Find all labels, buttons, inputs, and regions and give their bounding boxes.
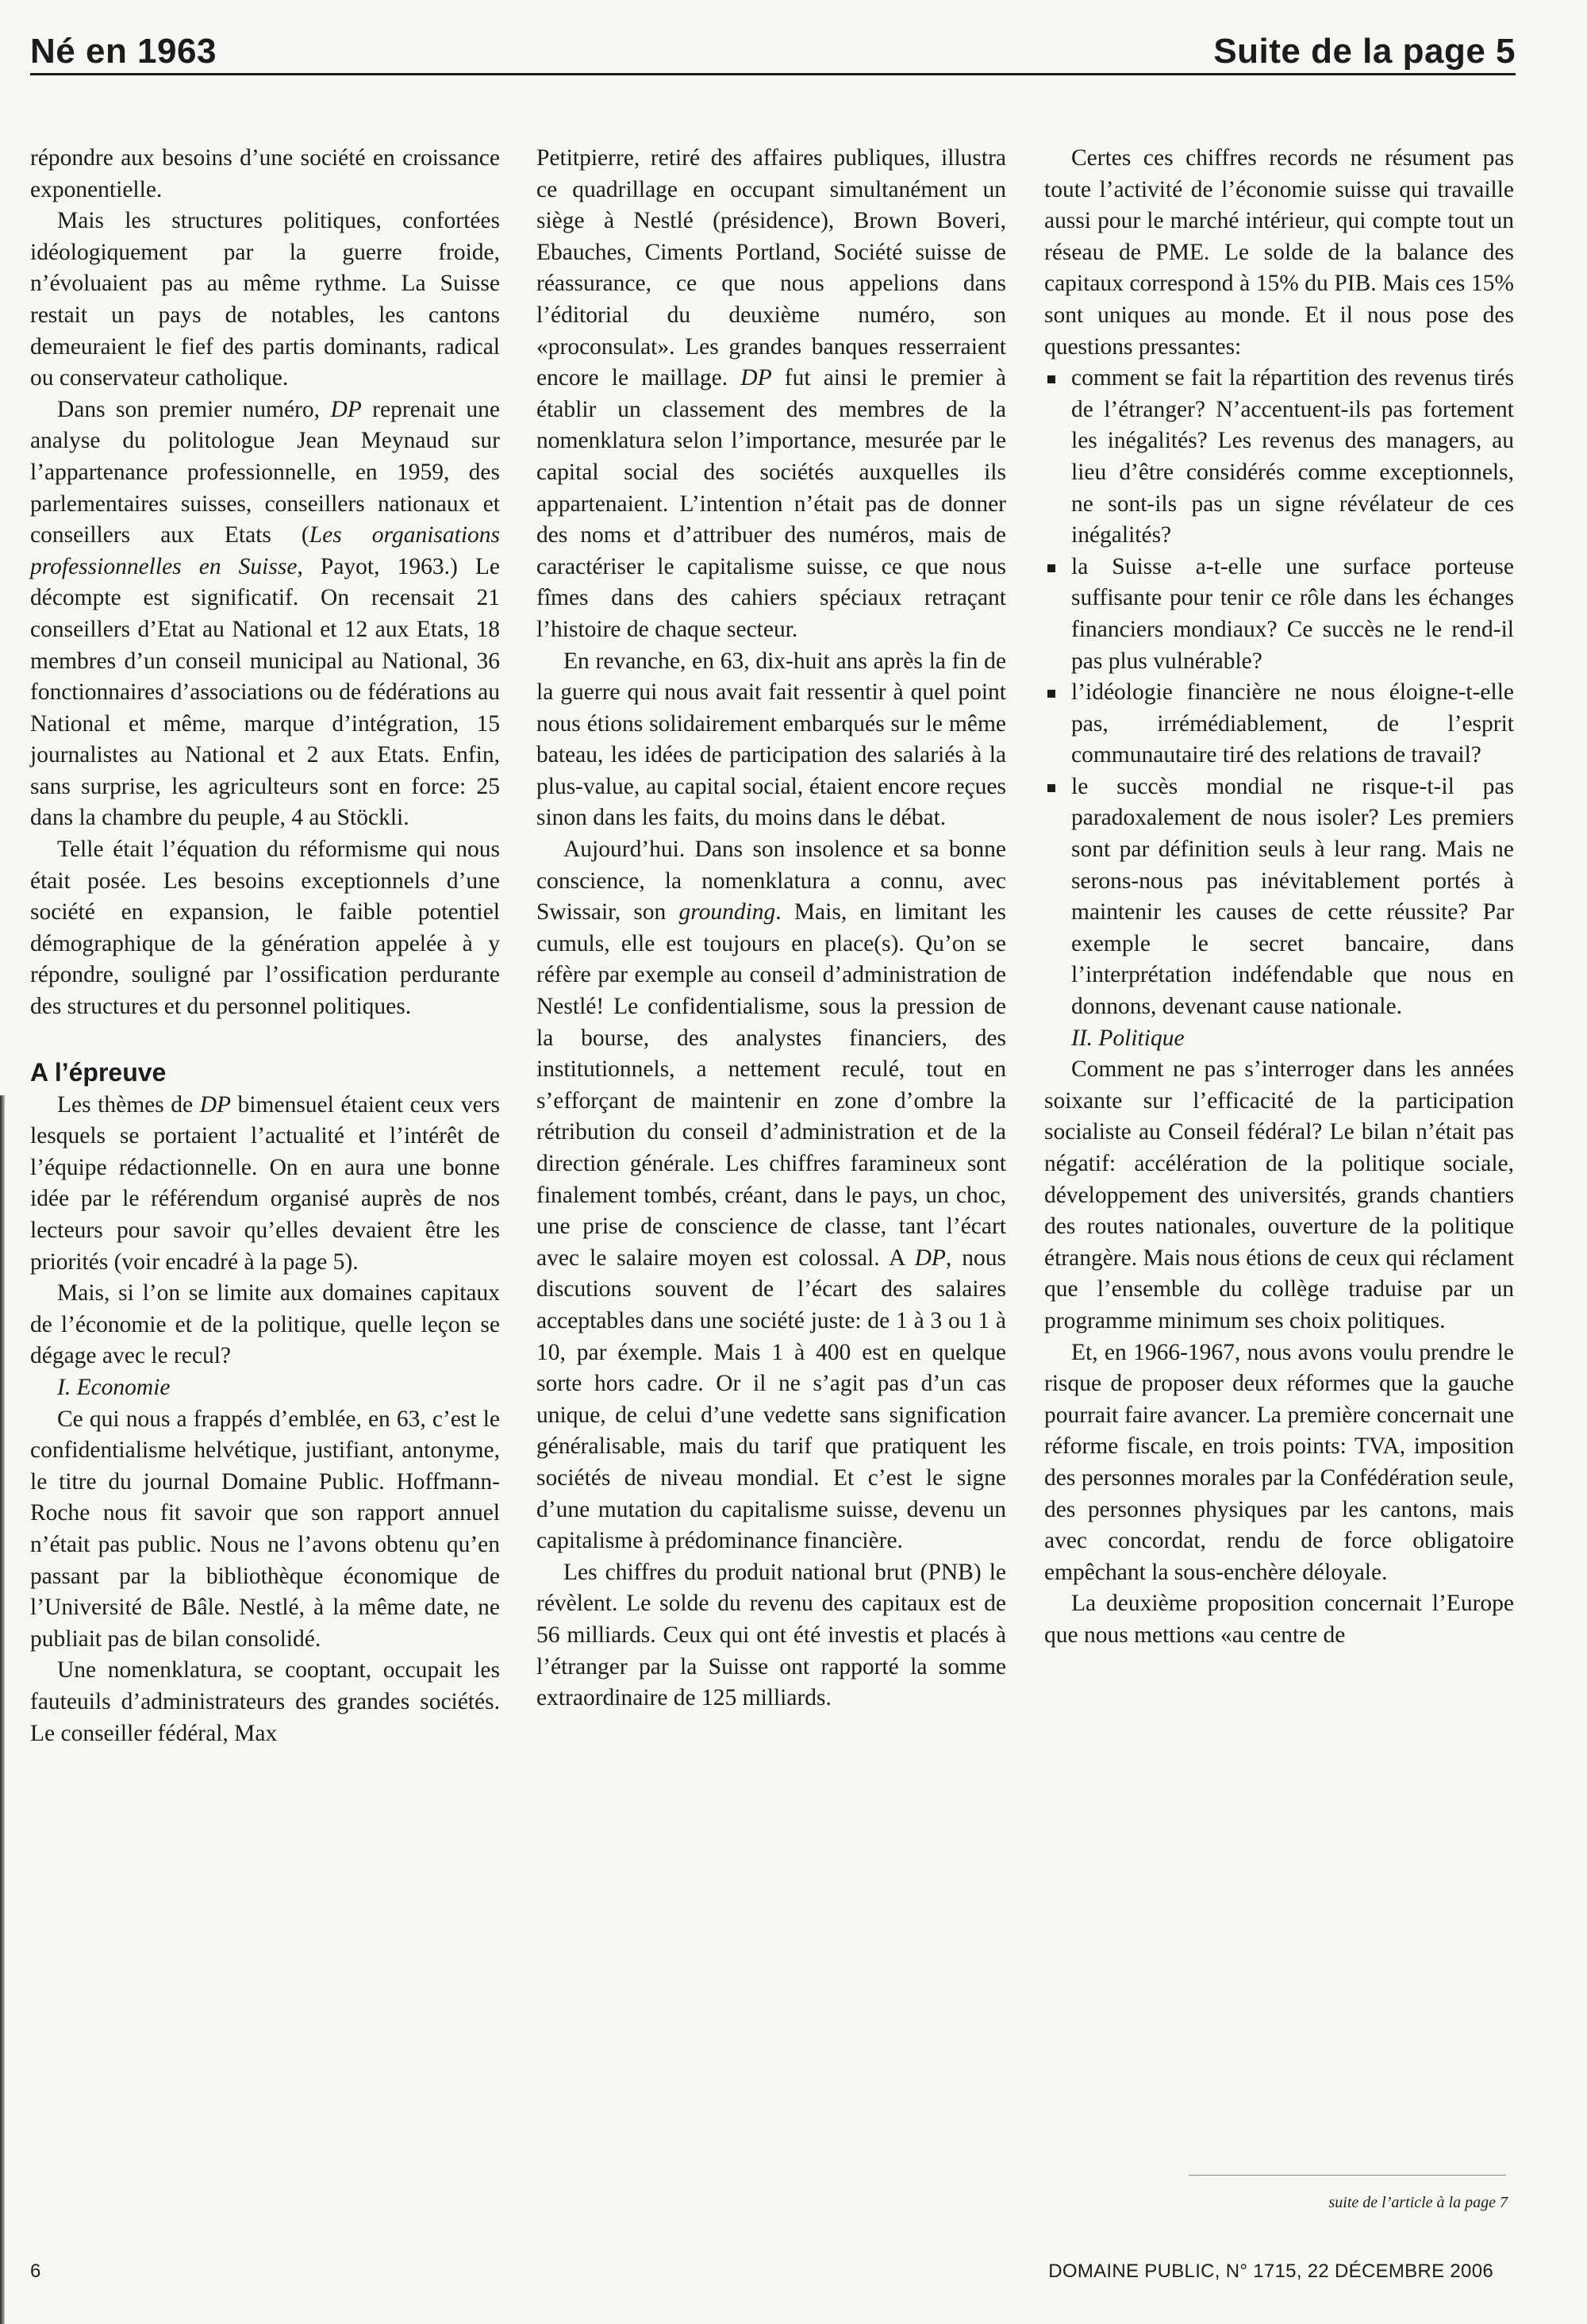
- list-item: comment se fait la répartition des revenus tirés de l’étranger? N’accentuent-ils pas fortement les inégalités? Les revenus des managers, au lieu d’être considérés comme exceptionnels, ne sont-ils pas un signe révélateur de ces inégalités?: [1044, 363, 1514, 552]
- list-item: le succès mondial ne risque-t-il pas paradoxalement de nous isoler? Les premiers sont par définition seuls à leur rang. Mais ne serons-nous pas inévitablement portés à maintenir les causes de cette réussite? Par exemple le secret bancaire, dans l’interprétation indéfendable que nous en donnons, devenant cause nationale.: [1044, 771, 1514, 1023]
- dp-abbrev: DP: [330, 396, 362, 422]
- column-3: [1044, 143, 1514, 1652]
- dp-abbrev: DP: [740, 365, 772, 391]
- section-heading: A l’épreuve: [30, 1057, 167, 1087]
- dp-abbrev: DP: [914, 1245, 946, 1271]
- continuation-note: suite de l’article à la page 7: [1328, 2194, 1508, 2211]
- list-item: l’idéologie financière ne nous éloigne-t-elle pas, irrémédiablement, de l’esprit communautaire tiré des relations de travail?: [1044, 677, 1514, 771]
- question-list: [1044, 363, 1514, 1022]
- paragraph: Les chiffres du produit national brut (PNB) le révèlent. Le solde du revenu des capitaux est de 56 milliards. Ceux qui ont été investis et placés à l’étranger par la Suisse ont rapporté la somme extraordinaire de 125 milliards.: [536, 1559, 1006, 1711]
- paragraph: Les thèmes de DP bimensuel étaient ceux vers lesquels se portaient l’actualité et l’intérêt de l’équipe rédactionnelle. On en aura une bonne idée par le référendum organisé auprès de nos lecteurs pour savoir qu’elles devaient être les priorités (voir encadré à la page 5).: [30, 1091, 500, 1275]
- subheading-economie: I. Economie: [57, 1374, 171, 1400]
- paragraph: Mais, si l’on se limite aux domaines capitaux de l’économie et de la politique, quelle leçon se dégage avec le recul?: [30, 1280, 500, 1369]
- paragraph: répondre aux besoins d’une société en croissance exponentielle.: [30, 145, 500, 202]
- publication-footer: DOMAINE PUBLIC, N° 1715, 22 DÉCEMBRE 2006: [1048, 2261, 1493, 2282]
- dp-abbrev: DP: [199, 1091, 232, 1118]
- paragraph: En revanche, en 63, dix-huit ans après la fin de la guerre qui nous avait fait ressentir à quel point nous étions solidairement embarqués sur le même bateau, les idées de participation des salariés à la plus-value, au capital social, étaient encore reçues sinon dans les faits, du moins dans le débat.: [536, 648, 1006, 831]
- paragraph: Et, en 1966-1967, nous avons voulu prendre le risque de proposer deux réformes que la gauche pourrait faire avancer. La première concernait une réforme fiscale, en trois points: TVA, imposition des personnes morales par la Confédération seule, des personnes physiques par les cantons, mais avec concordat, rendu de force obligatoire empêchant la sous-enchère déloyale.: [1044, 1339, 1514, 1585]
- column-2: [536, 143, 1006, 1714]
- paragraph: La deuxième proposition concernait l’Europe que nous mettions «au centre de: [1044, 1591, 1514, 1648]
- list-item: la Suisse a-t-elle une surface porteuse suffisante pour tenir ce rôle dans les échanges financiers mondiaux? Ce succès ne le rend-il pas plus vulnérable?: [1044, 552, 1514, 677]
- paragraph: Dans son premier numéro, DP reprenait une analyse du politologue Jean Meynaud sur l’appartenance professionnelle, en 1959, des parlementaires suisses, conseillers nationaux et conseillers aux Etats (Les organisations professionnelles en Suisse, Payot, 1963.) Le décompte est significatif. On recensait 21 conseillers d’Etat au National et 12 aux Etats, 18 membres d’un conseil municipal au National, 36 fonctionnaires d’associations ou de fédérations au National et même, marque d’intégration, 15 journalistes au National et 2 aux Etats. Enfin, sans surprise, les agriculteurs sont en force: 25 dans la chambre du peuple, 4 au Stöckli.: [30, 396, 500, 831]
- subheading-politique: II. Politique: [1071, 1025, 1185, 1051]
- page-binding-shadow: [0, 1095, 5, 2324]
- continuation-rule: [1189, 2175, 1506, 2176]
- header-title: Né en 1963: [30, 32, 217, 71]
- paragraph: Aujourd’hui. Dans son insolence et sa bonne conscience, la nomenklatura a connu, avec Swissair, son grounding. Mais, en limitant les cumuls, elle est toujours en place(s). Qu’on se réfère par exemple au conseil d’administration de Nestlé! Le confidentialisme, sous la pression de la bourse, des analystes financiers, des institutionnels, a nettement reculé, tout en s’efforçant de maintenir en zone d’ombre la rétribution du conseil d’administration et de la direction générale. Les chiffres faramineux sont finalement tombés, créant, dans le pays, un choc, une prise de conscience de classe, tant l’écart avec le salaire moyen est colossal. A DP, nous discutions souvent de l’écart des salaires acceptables dans une société juste: de 1 à 3 ou 1 à 10, par éxemple. Mais 1 à 400 est en quelque sorte hors cadre. Or il ne s’agit pas d’un cas unique, de celui d’une vedette sans signification généralisable, mais du tarif que pratiquent les sociétés de niveau mondial. Et c’est le signe d’une mutation du capitalisme suisse, devenu un capitalisme à prédominance financière.: [536, 837, 1007, 1554]
- paragraph: Telle était l’équation du réformisme qui nous était posée. Les besoins exceptionnels d’une société en expansion, le faible potentiel démographique de la génération appelée à y répondre, souligné par l’ossification perdurante des structures et du personnel politiques.: [30, 837, 500, 1020]
- paragraph: Mais les structures politiques, confortées idéologiquement par la guerre froide, n’évoluaient pas au même rythme. La Suisse restait un pays de notables, les cantons demeuraient le fief des partis dominants, radical ou conservateur catholique.: [30, 208, 500, 391]
- page-number: 6: [30, 2261, 41, 2282]
- page-header: [30, 32, 1516, 75]
- paragraph: Certes ces chiffres records ne résument pas toute l’activité de l’économie suisse qui travaille aussi pour le marché intérieur, qui compte tout un réseau de PME. Le solde de la balance des capitaux correspond à 15% du PIB. Mais ces 15% sont uniques au monde. Et il nous pose des questions pressantes:: [1044, 145, 1514, 360]
- paragraph: Une nomenklatura, se cooptant, occupait les fauteuils d’administrateurs des grandes sociétés. Le conseiller fédéral, Max: [30, 1657, 500, 1746]
- paragraph: Petitpierre, retiré des affaires publiques, illustra ce quadrillage en occupant simultanément un siège à Nestlé (présidence), Brown Boveri, Ebauches, Ciments Portland, Société suisse de réassurance, ce que nous appelions dans l’éditorial du deuxième numéro, son «proconsulat». Les grandes banques resserraient encore le maillage. DP fut ainsi le premier à établir un classement des membres de la nomenklatura selon l’importance, mesurée par le capital social des sociétés auxquelles ils appartenaient. L’intention n’était pas de donner des noms et d’attribuer des numéros, mais de caractériser le capitalisme suisse, ce que nous fîmes dans des cahiers spéciaux retraçant l’histoire de chaque secteur.: [536, 145, 1006, 642]
- book-title: Les organisations professionnelles en Suisse: [30, 522, 500, 579]
- paragraph: Ce qui nous a frappés d’emblée, en 63, c’est le confidentialisme helvétique, justifiant, antonyme, le titre du journal Domaine Public. Hoffmann-Roche nous fit savoir que son rapport annuel n’était pas public. Nous ne l’avons obtenu qu’en passant par la bibliothèque économique de l’Université de Bâle. Nestlé, à la même date, ne publiait pas de bilan consolidé.: [30, 1406, 500, 1652]
- italic-term: grounding: [678, 899, 776, 925]
- column-1: [30, 143, 500, 1749]
- paragraph: Comment ne pas s’interroger dans les années soixante sur l’efficacité de la participation socialiste au Conseil fédéral? Le bilan n’était pas négatif: accélération de la politique sociale, développement des universités, grands chantiers des routes nationales, ouverture de la politique étrangère. Mais nous étions de ceux qui réclament que l’ensemble du collège traduise par un programme minimum ses choix politiques.: [1044, 1056, 1514, 1333]
- header-continuation: Suite de la page 5: [1213, 32, 1516, 71]
